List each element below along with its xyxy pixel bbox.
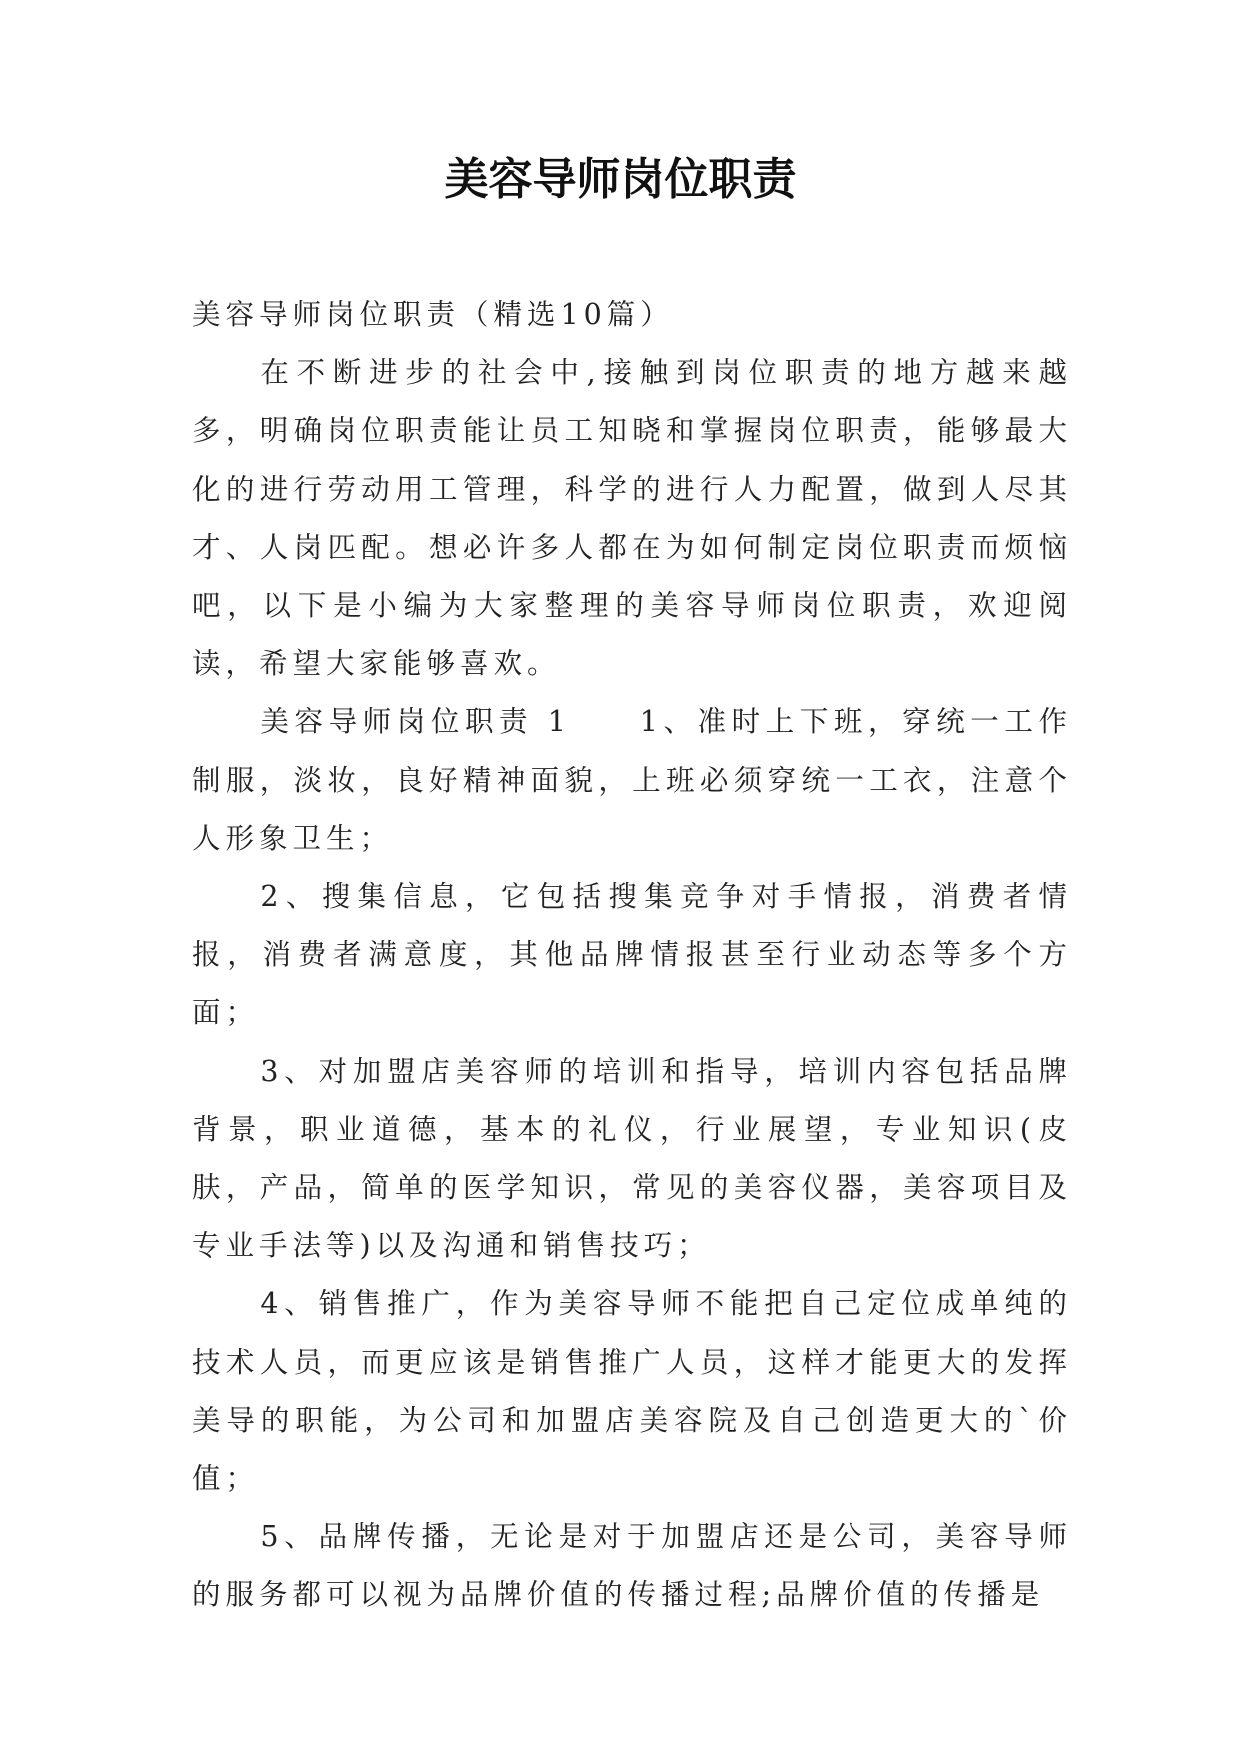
document-subtitle: 美容导师岗位职责（精选10篇）	[192, 298, 674, 331]
document-title: 美容导师岗位职责	[444, 154, 797, 205]
paragraph-intro: 在不断进步的社会中,接触到岗位职责的地方越来越多，明确岗位职责能让员工知晓和掌握岗位职责，能够最大化的进行劳动用工管理，科学的进行人力配置，做到人尽其才、人岗匹配。想必许多人都在为如何制定岗位职责而烦恼吧，以下是小编为大家整理的美容导师岗位职责，欢迎阅读，希望大家能够喜欢。	[192, 356, 1072, 681]
document-body	[192, 286, 1072, 1625]
paragraph-duty-2: 2、搜集信息，它包括搜集竞争对手情报，消费者情报，消费者满意度，其他品牌情报甚至行业动态等多个方面；	[192, 880, 1072, 1030]
paragraph-duty-4: 4、销售推广，作为美容导师不能把自己定位成单纯的技术人员，而更应该是销售推广人员，这样才能更大的发挥美导的职能，为公司和加盟店美容院及自己创造更大的`价值；	[192, 1287, 1072, 1496]
paragraph-duty-5: 5、品牌传播，无论是对于加盟店还是公司，美容导师的服务都可以视为品牌价值的传播过程;品牌价值的传播是	[192, 1520, 1072, 1612]
paragraph-duty-3: 3、对加盟店美容师的培训和指导，培训内容包括品牌背景，职业道德，基本的礼仪，行业展望，专业知识(皮肤，产品，简单的医学知识，常见的美容仪器，美容项目及专业手法等)以及沟通和销售技巧；	[192, 1054, 1072, 1263]
paragraph-duty-1: 美容导师岗位职责 1 1、准时上下班，穿统一工作制服，淡妆，良好精神面貌，上班必须穿统一工衣，注意个人形象卫生；	[192, 705, 1072, 855]
